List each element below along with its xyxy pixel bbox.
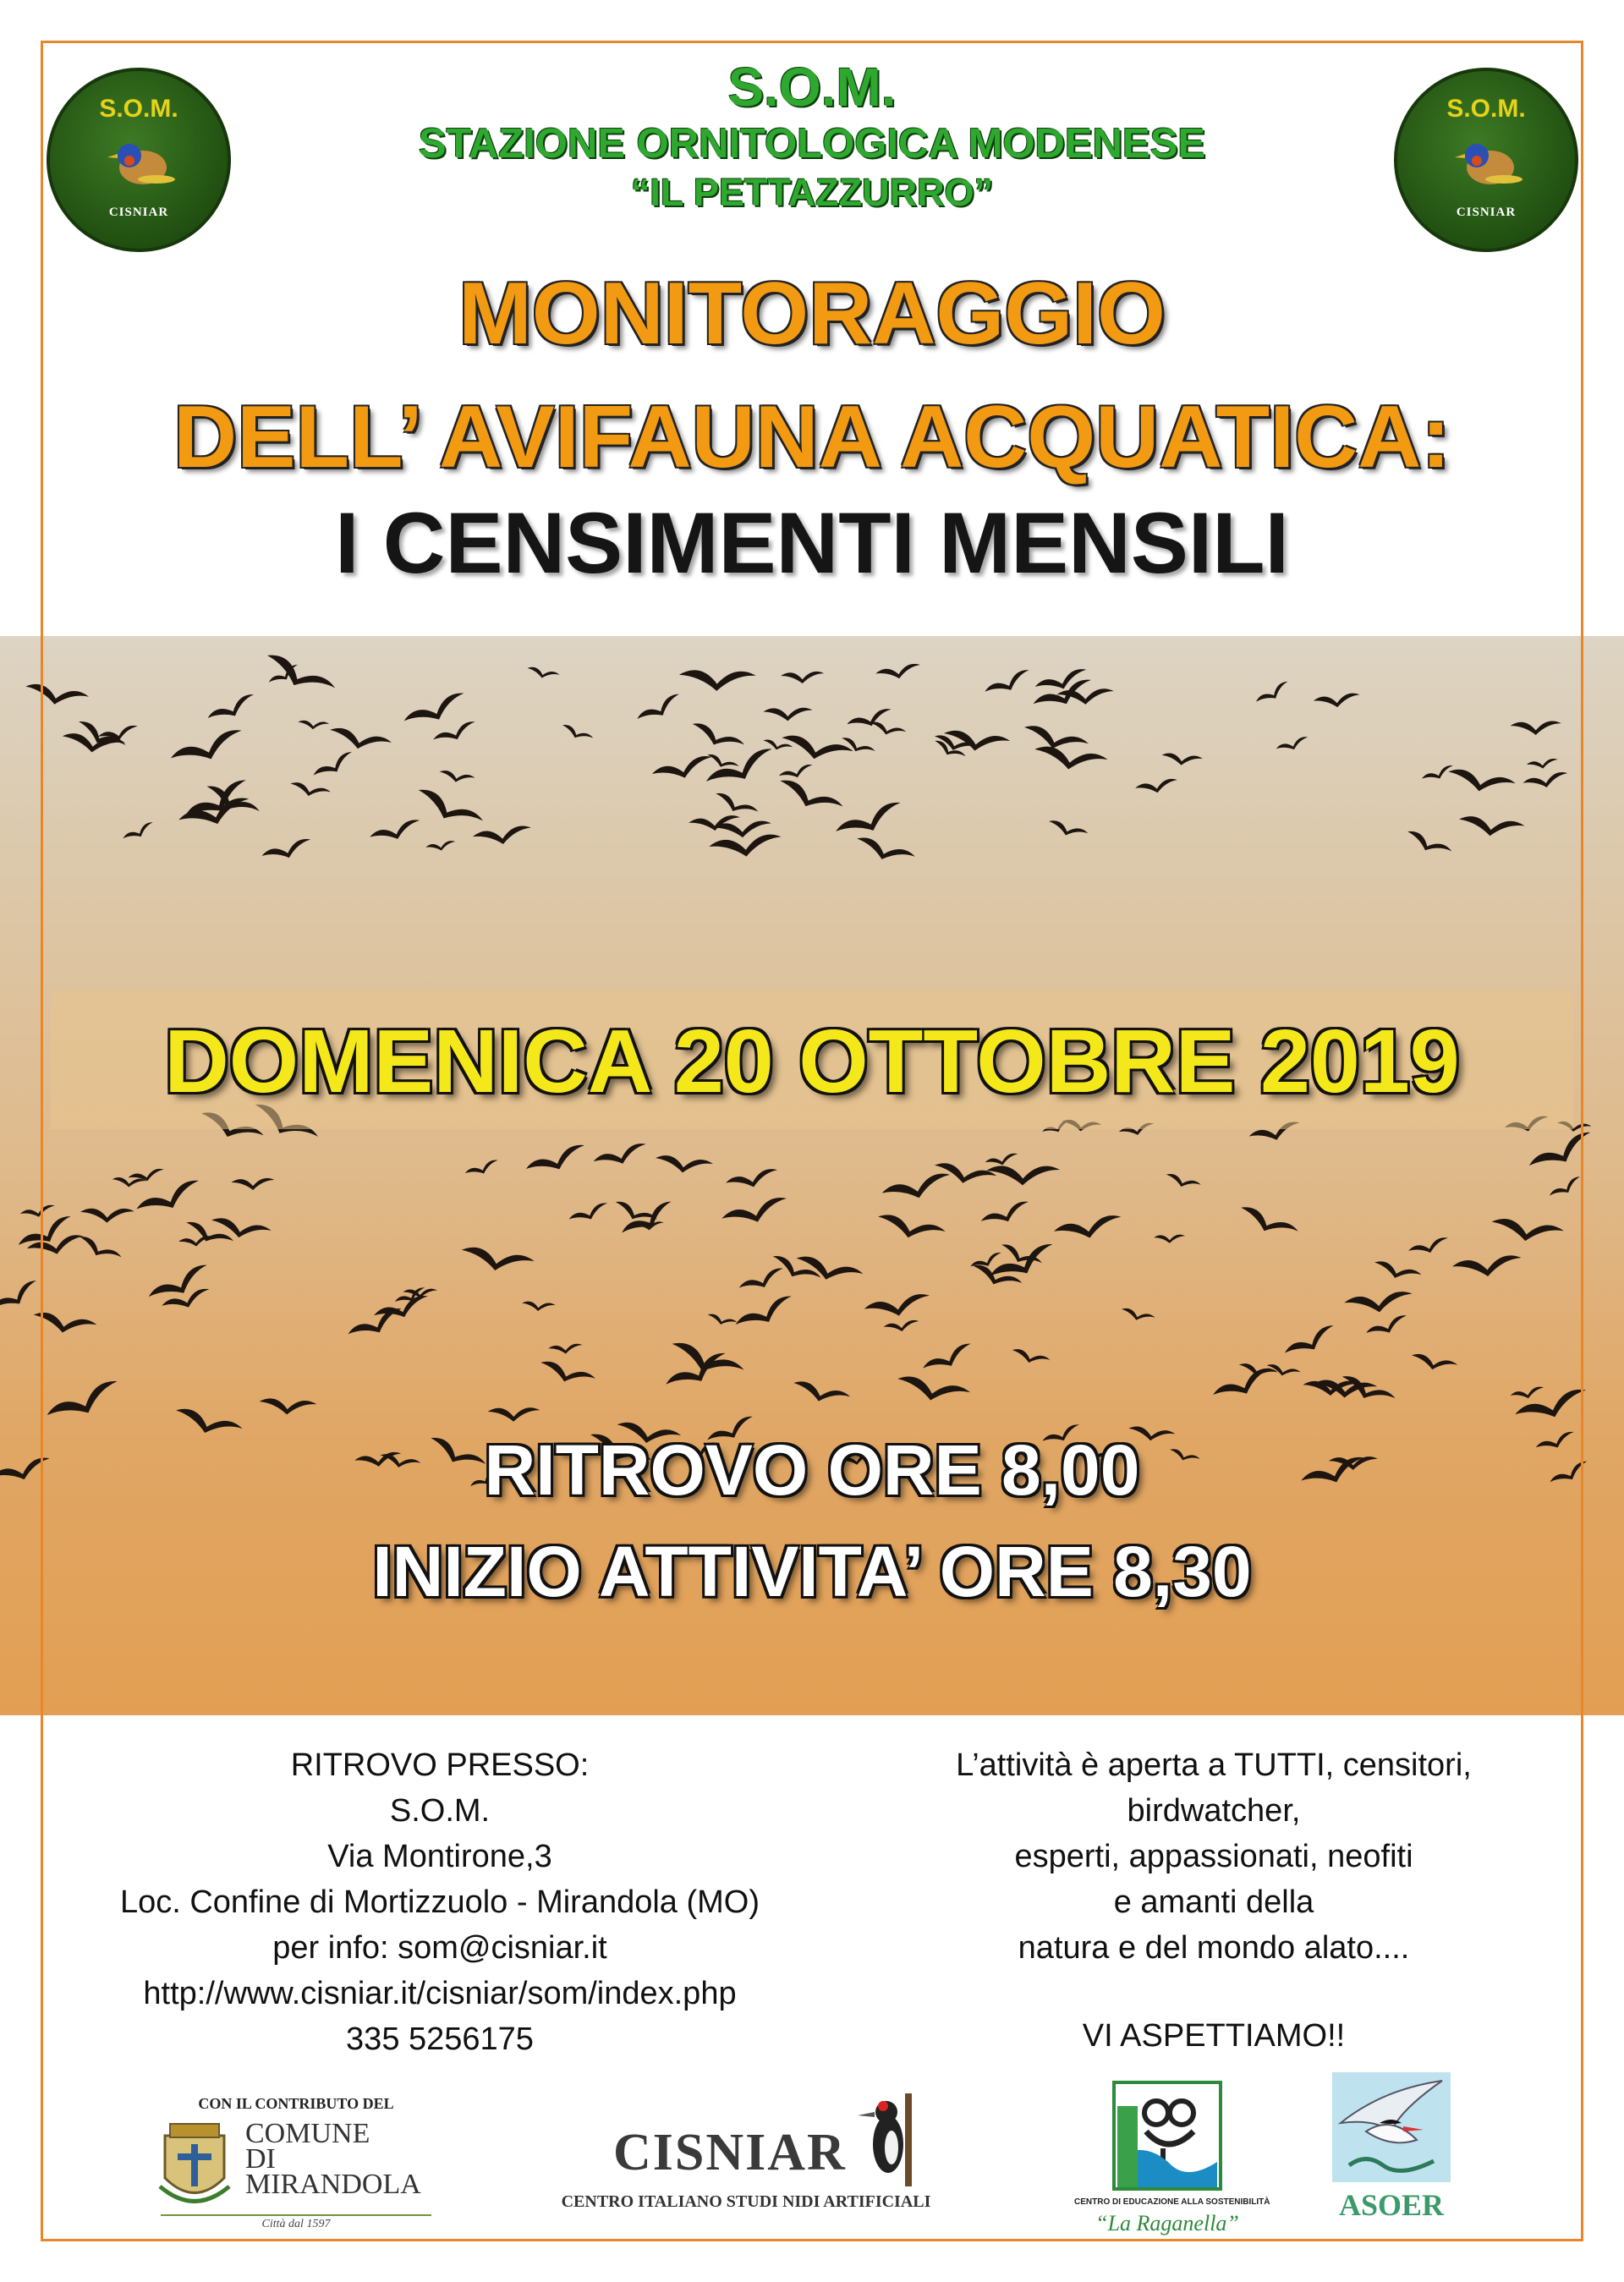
bird-silhouette [895, 1372, 971, 1408]
bird-silhouette [209, 1215, 272, 1244]
bird-silhouette [80, 1207, 134, 1224]
bird-silhouette [1522, 771, 1570, 792]
audience-line: natura e del mondo alato.... [1018, 1930, 1410, 1966]
comune-name-line: MIRANDOLA [245, 2169, 421, 2200]
cisniar-logo-name: CISNIAR [613, 2124, 847, 2181]
meeting-time: RITROVO ORE 8,00 [484, 1430, 1140, 1510]
bird-silhouette [261, 650, 337, 703]
bird-silhouette [654, 1153, 713, 1177]
bird-silhouette [369, 818, 423, 846]
bird-silhouette [464, 1159, 501, 1180]
location-block [59, 1742, 820, 2062]
bird-silhouette [689, 719, 746, 756]
bird-silhouette [781, 672, 824, 684]
bird-silhouette [23, 681, 89, 711]
bird-silhouette [881, 1171, 953, 1205]
audience-line: birdwatcher, [1127, 1793, 1301, 1829]
bird-silhouette [864, 1292, 932, 1320]
bird-silhouette [706, 1312, 738, 1329]
bird-silhouette [678, 668, 756, 694]
audience-line: L’attività è aperta a TUTTI, censitori, [956, 1747, 1472, 1783]
bird-silhouette [472, 825, 532, 847]
bird-silhouette [459, 1243, 535, 1278]
comune-name [245, 2118, 421, 2200]
bird-silhouette [1513, 1387, 1591, 1428]
badge-title: S.O.M. [99, 95, 178, 123]
title-line-1: MONITORAGGIO [458, 265, 1166, 363]
org-short-name: S.O.M. [727, 57, 897, 118]
bird-silhouette [526, 665, 560, 682]
bird-silhouette [853, 833, 916, 869]
bird-silhouette [921, 1341, 976, 1377]
bird-silhouette [738, 1266, 787, 1296]
bird-silhouette [791, 1378, 851, 1409]
bird-silhouette [402, 690, 469, 732]
bird-silhouette [1457, 814, 1525, 841]
raganella-frog-icon [1112, 2081, 1222, 2191]
bird-silhouette [327, 724, 392, 756]
bird-silhouette [1364, 1314, 1410, 1341]
bird-silhouette [1276, 736, 1310, 754]
bird-silhouette [875, 663, 922, 683]
bird-silhouette [1164, 1171, 1201, 1193]
location-line: Loc. Confine di Mortizzuolo - Mirandola (MO) [119, 1884, 760, 1920]
asoer-name: ASOER [1338, 2188, 1445, 2222]
bird-silhouette [1511, 721, 1561, 735]
bird-silhouette [1409, 1352, 1457, 1375]
bird-silhouette [846, 707, 894, 732]
bird-silhouette [1446, 765, 1516, 798]
bird-silhouette [592, 1142, 649, 1171]
comune-caption: CON IL CONTRIBUTO DEL [198, 2095, 394, 2112]
bird-silhouette [763, 707, 812, 721]
bird-silhouette [725, 1167, 780, 1192]
bird-silhouette [833, 799, 906, 843]
bird-silhouette [288, 780, 331, 801]
bird-silhouette [979, 1199, 1033, 1230]
bird-silhouette [521, 1300, 556, 1313]
badge-subtitle: CISNIAR [1456, 206, 1517, 219]
bird-silhouette [635, 692, 684, 727]
bird-silhouette [1237, 1203, 1300, 1244]
comune-divider [161, 2214, 431, 2216]
bird-silhouette [1120, 1306, 1155, 1325]
title-line-2: DELL’ AVIFAUNA ACQUATICA: [173, 388, 1451, 486]
bird-silhouette [1490, 1215, 1565, 1248]
bird-silhouette [311, 750, 357, 782]
audience-line: esperti, appassionati, neofiti [1014, 1839, 1413, 1874]
raganella-caption: CENTRO DI EDUCAZIONE ALLA SOSTENIBILITÀ [1074, 2197, 1270, 2207]
bird-silhouette [298, 719, 330, 731]
bird-silhouette [983, 668, 1034, 700]
bird-silhouette [1282, 1323, 1339, 1362]
bird-silhouette [1344, 1291, 1414, 1315]
comune-crest-icon [156, 2119, 233, 2212]
bird-silhouette [721, 1195, 791, 1230]
bird-silhouette [1372, 1259, 1422, 1286]
bird-silhouette [560, 722, 594, 745]
info-phone: 335 5256175 [346, 2021, 534, 2057]
bird-silhouette [1135, 778, 1179, 796]
bird-silhouette [438, 769, 475, 787]
bird-silhouette [650, 754, 715, 785]
bird-silhouette [1403, 827, 1452, 861]
badge-title: S.O.M. [1446, 95, 1526, 123]
audience-line: e amanti della [1113, 1884, 1314, 1920]
bird-silhouette [1053, 1214, 1123, 1243]
bird-silhouette [1314, 693, 1361, 710]
bird-silhouette [1046, 818, 1089, 842]
org-full-name: STAZIONE ORNITOLOGICA MODENESE [418, 121, 1206, 167]
bird-silhouette [19, 1204, 57, 1221]
asoer-tern-icon [1332, 2072, 1451, 2182]
cisniar-logo-full: CENTRO ITALIANO STUDI NIDI ARTIFICIALI [561, 2192, 931, 2211]
bird-silhouette [1421, 764, 1456, 784]
bird-silhouette [1548, 1176, 1584, 1202]
bird-silhouette [875, 1210, 946, 1247]
bird-silhouette [548, 1343, 583, 1354]
comune-name-line: COMUNE [245, 2118, 370, 2149]
location-line: S.O.M. [389, 1793, 491, 1829]
bird-silhouette [206, 692, 259, 727]
comune-motto: Città dal 1597 [261, 2218, 331, 2230]
bird-silhouette [1160, 751, 1203, 768]
location-line: Via Montirone,3 [327, 1839, 552, 1874]
bird-silhouette [1154, 1235, 1185, 1243]
badge-subtitle: CISNIAR [108, 206, 169, 219]
comune-name-line: DI [245, 2143, 276, 2175]
location-heading: RITROVO PRESSO: [290, 1747, 590, 1783]
bird-silhouette [733, 1293, 798, 1335]
closing-text: VI ASPETTIAMO!! [1082, 2018, 1346, 2054]
bird-silhouette [779, 732, 854, 768]
org-nickname: “IL PETTAZZURRO” [630, 171, 994, 214]
audience-block [846, 1742, 1582, 2059]
bird-silhouette [231, 1178, 274, 1191]
info-website: http://www.cisniar.it/cisniar/som/index.php [143, 1976, 737, 2011]
bird-silhouette [425, 840, 457, 853]
bird-silhouette [432, 720, 479, 747]
bird-silhouette [775, 776, 844, 821]
bird-silhouette [883, 1319, 919, 1333]
info-email: per info: som@cisniar.it [272, 1930, 607, 1966]
bird-silhouette [1451, 1254, 1522, 1279]
bird-silhouette [1010, 1347, 1051, 1369]
bird-silhouette [524, 1143, 590, 1180]
bird-silhouette [0, 1279, 42, 1317]
bird-silhouette [75, 1233, 122, 1266]
event-date: DOMENICA 20 OTTOBRE 2019 [164, 1012, 1460, 1111]
start-time: INIZIO ATTIVITA’ ORE 8,30 [372, 1532, 1252, 1611]
bird-silhouette [868, 720, 907, 740]
bird-silhouette [1527, 758, 1559, 770]
bird-silhouette [412, 784, 484, 835]
bird-silhouette [168, 727, 247, 771]
bird-silhouette [709, 833, 783, 859]
bird-silhouette [487, 1407, 540, 1422]
bird-silhouette [1527, 1129, 1598, 1177]
bird-silhouette [1510, 1386, 1545, 1402]
bird-silhouette [778, 764, 815, 782]
bird-silhouette [31, 1309, 97, 1339]
bird-silhouette [704, 746, 779, 793]
bird-silhouette [1254, 680, 1292, 708]
title-line-3: I CENSIMENTI MENSILI [335, 495, 1289, 591]
bird-silhouette [1032, 743, 1108, 776]
bird-silhouette [258, 1396, 316, 1418]
bird-silhouette [1407, 1237, 1451, 1259]
woodpecker-icon [854, 2093, 922, 2186]
bird-silhouette [537, 1358, 596, 1391]
bird-silhouette [134, 1177, 205, 1221]
raganella-name: “La Raganella” [1095, 2211, 1239, 2235]
bird-silhouette [122, 821, 156, 844]
bird-silhouette [44, 1378, 123, 1428]
bird-silhouette [986, 1164, 1061, 1187]
bird-silhouette [568, 1201, 611, 1226]
bird-silhouette [261, 837, 314, 865]
